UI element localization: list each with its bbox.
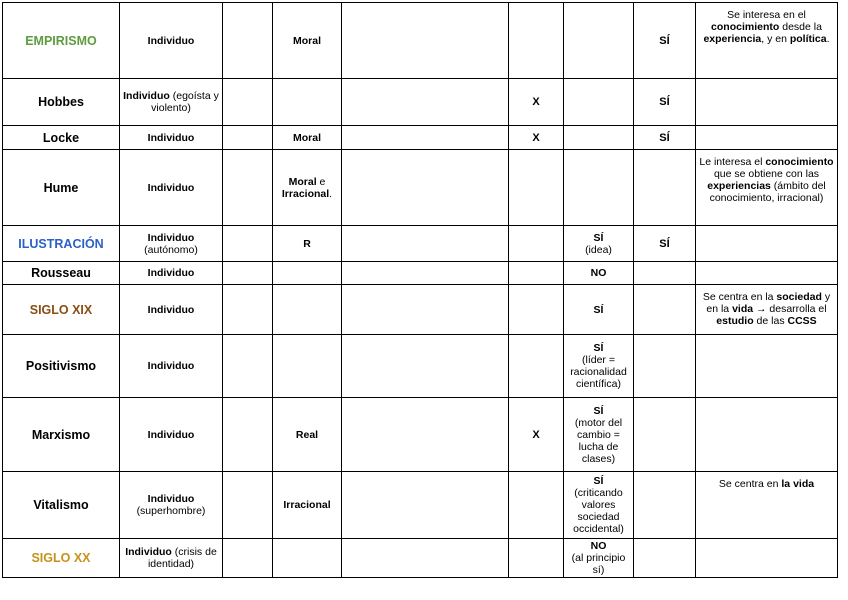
cell-notes: [696, 472, 838, 539]
table-row: [3, 539, 838, 578]
note-segment: Se centra en la: [702, 291, 777, 303]
cell-subject: [120, 472, 223, 539]
cell-notes: [696, 126, 838, 150]
morality-keyword: Irracional: [283, 499, 331, 511]
morality-keyword: Moral: [292, 131, 321, 144]
cell-subject: [120, 398, 223, 472]
cell-empty: [223, 226, 273, 262]
cell-subject: [120, 126, 223, 150]
note-segment: la vida: [781, 478, 815, 490]
progress-keyword: SÍ: [593, 231, 604, 244]
table-body: [3, 3, 838, 578]
cell-subject: [120, 3, 223, 79]
cell-progress: [564, 226, 634, 262]
cell-notes: [696, 285, 838, 335]
cell-subject: [120, 79, 223, 126]
note-segment: estudio: [716, 315, 754, 327]
cell-mark: [509, 226, 564, 262]
progress-note: (al principio sí): [571, 552, 626, 576]
table-row: [3, 79, 838, 126]
table-row: [3, 150, 838, 226]
table-row: [3, 226, 838, 262]
cell-subject: [120, 335, 223, 398]
note-segment: conocimiento: [711, 21, 780, 33]
cell-empty: [223, 472, 273, 539]
cell-empty: [223, 398, 273, 472]
cell-empty: [223, 3, 273, 79]
cell-mark: [509, 262, 564, 285]
cell-progress: [564, 539, 634, 578]
morality-keyword: R: [303, 237, 311, 250]
row-label: Vitalismo: [3, 472, 120, 539]
row-label: Rousseau: [3, 262, 120, 285]
note-segment: y en la: [706, 291, 831, 315]
morality-note-2: .: [329, 187, 333, 200]
cell-empty: [342, 398, 509, 472]
cell-politics: [634, 398, 696, 472]
cell-morality: [273, 150, 342, 226]
cell-morality: [273, 3, 342, 79]
table-row: [3, 126, 838, 150]
cell-notes: [696, 226, 838, 262]
cell-mark: [509, 3, 564, 79]
cell-politics: [634, 262, 696, 285]
cell-notes: [696, 335, 838, 398]
cell-morality: [273, 285, 342, 335]
cell-politics: [634, 150, 696, 226]
cell-empty: [223, 262, 273, 285]
cell-morality: [273, 398, 342, 472]
cell-mark: X: [509, 126, 564, 150]
cell-progress: [564, 285, 634, 335]
cell-politics: SÍ: [634, 79, 696, 126]
cell-mark: [509, 335, 564, 398]
cell-subject: [120, 262, 223, 285]
cell-empty: [342, 539, 509, 578]
table-row: [3, 472, 838, 539]
cell-subject: [120, 539, 223, 578]
note-segment: desde la: [779, 21, 822, 33]
subject-note: (crisis de identidad): [147, 546, 217, 570]
cell-progress: [564, 262, 634, 285]
note-segment: Le interesa el: [699, 156, 766, 168]
cell-morality: [273, 335, 342, 398]
subject-keyword: Individuo: [147, 428, 195, 441]
cell-empty: [342, 150, 509, 226]
progress-note: (criticando valores sociedad occidental): [573, 487, 624, 535]
cell-morality: [273, 126, 342, 150]
progress-keyword: SÍ: [593, 404, 604, 417]
cell-mark: X: [509, 398, 564, 472]
cell-empty: [342, 126, 509, 150]
row-label: Marxismo: [3, 398, 120, 472]
note-segment: , y en: [761, 33, 790, 45]
table-row: [3, 398, 838, 472]
subject-note: (egoísta y violento): [151, 90, 219, 114]
note-segment: sociedad: [776, 291, 822, 303]
cell-notes: [696, 150, 838, 226]
cell-empty: [223, 335, 273, 398]
subject-keyword: Individuo: [147, 181, 195, 194]
subject-keyword: Individuo: [123, 90, 170, 102]
note-segment: Se interesa en el: [727, 9, 806, 21]
cell-empty: [342, 472, 509, 539]
cell-empty: [223, 126, 273, 150]
cell-politics: SÍ: [634, 226, 696, 262]
cell-progress: [564, 150, 634, 226]
cell-empty: [342, 335, 509, 398]
subject-keyword: Individuo: [147, 360, 195, 372]
subject-keyword: Individuo: [147, 493, 195, 505]
cell-politics: [634, 472, 696, 539]
note-segment: CCSS: [787, 315, 817, 327]
cell-notes: [696, 79, 838, 126]
progress-note: (idea): [585, 243, 612, 256]
cell-notes: [696, 262, 838, 285]
cell-progress: [564, 79, 634, 126]
progress-keyword: SÍ: [593, 303, 604, 316]
morality-keyword-2: Irracional: [281, 187, 330, 200]
morality-keyword: Moral: [292, 34, 321, 47]
cell-progress: [564, 3, 634, 79]
cell-progress: [564, 398, 634, 472]
cell-empty: [342, 285, 509, 335]
note-segment: .: [826, 33, 830, 45]
note-segment: experiencia: [703, 33, 762, 45]
subject-keyword: Individuo: [147, 303, 195, 316]
note-segment: Se centra en: [718, 478, 782, 490]
table-row: [3, 285, 838, 335]
progress-keyword: NO: [590, 540, 607, 552]
cell-morality: [273, 539, 342, 578]
cell-mark: [509, 539, 564, 578]
row-label: ILUSTRACIÓN: [3, 226, 120, 262]
cell-politics: SÍ: [634, 126, 696, 150]
row-label: Hume: [3, 150, 120, 226]
progress-note: (motor del cambio = lucha de clases): [574, 416, 623, 465]
cell-mark: [509, 472, 564, 539]
cell-politics: [634, 335, 696, 398]
progress-note: (líder = racionalidad científica): [570, 354, 627, 390]
cell-empty: [223, 285, 273, 335]
cell-empty: [342, 3, 509, 79]
philosophy-comparison-table: [2, 2, 838, 578]
morality-note: e: [316, 175, 326, 188]
morality-keyword: Moral: [288, 175, 317, 188]
progress-keyword: SÍ: [593, 342, 604, 354]
progress-keyword: NO: [590, 267, 607, 279]
note-segment: conocimiento: [765, 156, 834, 168]
table-row: [3, 3, 838, 79]
cell-politics: SÍ: [634, 3, 696, 79]
cell-subject: [120, 150, 223, 226]
row-label: SIGLO XIX: [3, 285, 120, 335]
cell-progress: [564, 472, 634, 539]
table-row: [3, 335, 838, 398]
subject-keyword: Individuo: [125, 546, 172, 558]
cell-empty: [342, 262, 509, 285]
morality-keyword: Real: [295, 428, 319, 441]
cell-politics: [634, 285, 696, 335]
cell-morality: [273, 226, 342, 262]
note-segment: experiencias: [707, 180, 771, 192]
cell-progress: [564, 335, 634, 398]
cell-subject: [120, 226, 223, 262]
cell-morality: [273, 262, 342, 285]
cell-mark: X: [509, 79, 564, 126]
row-label: EMPIRISMO: [3, 3, 120, 79]
table-row: [3, 262, 838, 285]
cell-mark: [509, 150, 564, 226]
cell-subject: [120, 285, 223, 335]
row-label: SIGLO XX: [3, 539, 120, 578]
cell-empty: [223, 539, 273, 578]
row-label: Positivismo: [3, 335, 120, 398]
subject-note: (superhombre): [136, 505, 206, 517]
cell-empty: [342, 226, 509, 262]
cell-morality: [273, 79, 342, 126]
subject-note: (autónomo): [144, 243, 198, 256]
cell-empty: [223, 150, 273, 226]
cell-politics: [634, 539, 696, 578]
progress-keyword: SÍ: [593, 475, 604, 487]
subject-keyword: Individuo: [147, 131, 195, 144]
note-segment: de las: [753, 315, 788, 327]
cell-progress: [564, 126, 634, 150]
cell-morality: [273, 472, 342, 539]
note-segment: que se obtiene con las: [713, 168, 820, 180]
note-segment: vida: [732, 303, 754, 315]
note-segment: → desarrolla el: [753, 303, 827, 315]
row-label: Locke: [3, 126, 120, 150]
row-label: Hobbes: [3, 79, 120, 126]
subject-keyword: Individuo: [147, 34, 195, 47]
cell-notes: [696, 3, 838, 79]
cell-empty: [223, 79, 273, 126]
subject-keyword: Individuo: [147, 267, 195, 279]
cell-empty: [342, 79, 509, 126]
subject-keyword: Individuo: [147, 231, 195, 244]
cell-notes: [696, 398, 838, 472]
cell-notes: [696, 539, 838, 578]
note-segment: política: [789, 33, 827, 45]
cell-mark: [509, 285, 564, 335]
note-segment: (ámbito del conocimiento, irracional): [709, 180, 826, 204]
